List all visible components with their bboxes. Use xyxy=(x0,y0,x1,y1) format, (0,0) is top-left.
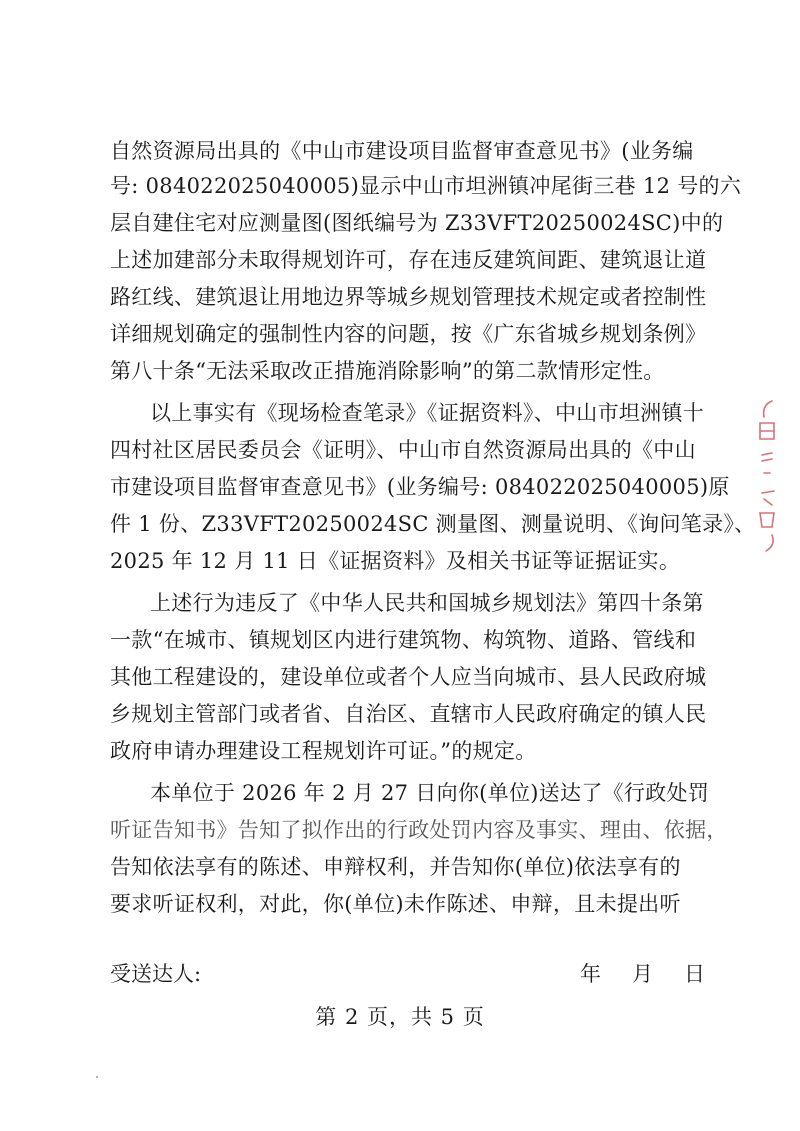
date-year-label: 年 xyxy=(580,962,601,986)
p3-line-2: 一款“在城市、镇规划区内进行建筑物、构筑物、道路、管线和 xyxy=(110,628,697,652)
p1-line-3: 层自建住宅对应测量图(图纸编号为 Z33VFT20250024SC)中的 xyxy=(110,211,724,235)
p3-line-3: 其他工程建设的，建设单位或者个人应当向城市、县人民政府城 xyxy=(110,665,707,689)
p1-line-5: 路红线、建筑退让用地边界等城乡规划管理技术规定或者控制性 xyxy=(110,285,707,309)
p2-line-2: 四村社区居民委员会《证明》、中山市自然资源局出具的《中山 xyxy=(110,438,696,462)
p1-line-2: 号: 084022025040005)显示中山市坦洲镇冲尾街三巷 12 号的六 xyxy=(110,174,742,198)
p2-line-4: 件 1 份、Z33VFT20250024SC 测量图、测量说明、《询问笔录》、 xyxy=(110,512,756,536)
p2-line-1: 以上事实有《现场检查笔录》《证据资料》、中山市坦洲镇十 xyxy=(150,401,705,425)
p4-line-3: 告知依法享有的陈述、申辩权利，并告知你(单位)依法享有的 xyxy=(110,855,681,879)
p1-line-1: 自然资源局出具的《中山市建设项目监督审查意见书》(业务编 xyxy=(110,139,694,163)
p4-line-2: 听证告知书》告知了拟作出的行政处罚内容及事实、理由、依据， xyxy=(110,818,728,842)
p2-line-3: 市建设项目监督审查意见书》(业务编号: 084022025040005)原 xyxy=(110,475,730,499)
p1-line-6: 详细规划确定的强制性内容的问题，按《广东省城乡规划条例》 xyxy=(110,322,707,346)
scan-speck xyxy=(96,1076,98,1078)
seal-stamp xyxy=(750,395,784,555)
p4-line-4: 要求听证权利，对此，你(单位)未作陈述、申辩，且未提出听 xyxy=(110,892,681,916)
p4-line-1: 本单位于 2026 年 2 月 27 日向你(单位)送达了《行政处罚 xyxy=(150,781,710,805)
date-day-label: 日 xyxy=(684,962,705,986)
p1-line-7: 第八十条“无法采取改正措施消除影响”的第二款情形定性。 xyxy=(110,359,665,383)
date-month-label: 月 xyxy=(632,962,653,986)
p3-line-5: 政府申请办理建设工程规划许可证。”的规定。 xyxy=(110,739,537,763)
receiver-label: 受送达人: xyxy=(110,962,202,986)
p3-line-1: 上述行为违反了《中华人民共和国城乡规划法》第四十条第 xyxy=(150,591,704,615)
page-number-footer: 第 2 页，共 5 页 xyxy=(315,1005,485,1029)
p1-line-4: 上述加建部分未取得规划许可，存在违反建筑间距、建筑退让道 xyxy=(110,248,707,272)
p2-line-5: 2025 年 12 月 11 日《证据资料》及相关书证等证据证实。 xyxy=(110,549,681,573)
p3-line-4: 乡规划主管部门或者省、自治区、直辖市人民政府确定的镇人民 xyxy=(110,702,707,726)
